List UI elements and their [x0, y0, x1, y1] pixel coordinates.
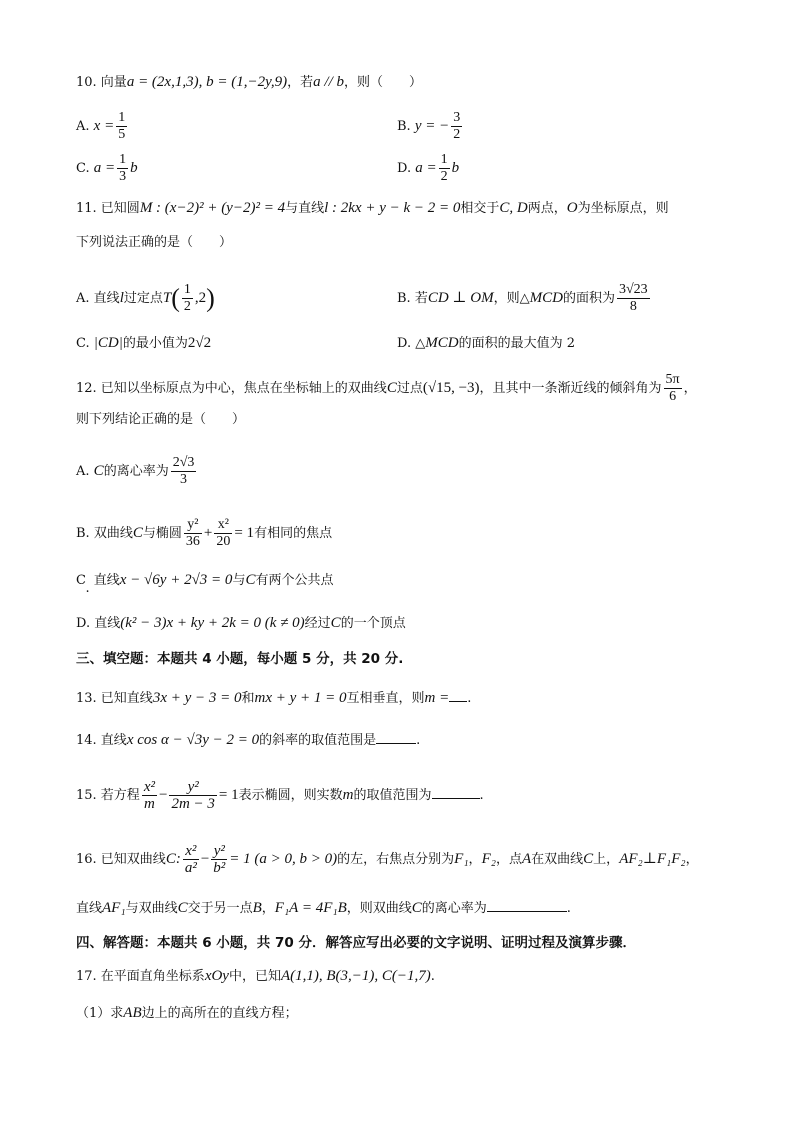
q12-option-d: D. 直线(k² − 3)x + ky + 2k = 0 (k ≠ 0)经过C的一个顶点	[76, 615, 406, 631]
q15: 15. 若方程 $\frac{\text{x²}}{m}$ − $\frac{\text{y²}}{2m - 3}$ = 1表示椭圆，则实数m的取值范围为 .	[76, 779, 484, 812]
q12-stem-line2: 则下列结论正确的是（ ）	[76, 412, 246, 427]
q17: 17. 在平面直角坐标系xOy中，已知A(1,1), B(3,−1), C(−1,7).	[76, 968, 435, 984]
section-fill-in-heading: 三、填空题：本题共 4 小题，每小题 5 分，共 20 分.	[76, 651, 404, 667]
q11-stem: 11. 已知圆M : (x−2)² + (y−2)² = 4与直线l : 2kx + y − k − 2 = 0相交于C, D两点，O为坐标原点，则	[76, 200, 669, 216]
q17-part1: （1）求AB边上的高所在的直线方程；	[76, 1005, 298, 1021]
q13: 13. 已知直线3x + y − 3 = 0和mx + y + 1 = 0互相垂直，则m = .	[76, 687, 471, 709]
q16-line1: 16. 已知双曲线C: $\frac{\text{x²}}{\text{a²}}$ − $\frac{\text{y²}}{\text{b²}}$ = 1 (a > 0, b > 0)的左，右焦点分别为F₁，F₂，点A在双曲线C上，AF₂⊥F₁F₂，	[76, 843, 699, 876]
q16-line2: 直线AF₁与双曲线C交于另一点B，F₁A = 4F₁B，则双曲线C的离心率为 .	[76, 897, 571, 919]
q11-option-a: A. 直线l过定点T( $\frac{1}{2}$ ,2)	[76, 282, 215, 314]
q10-condition: a // b	[313, 74, 345, 90]
q10-option-a: A. x = $\frac{1}{5}$	[76, 110, 126, 142]
q14: 14. 直线x cos α − √3y − 2 = 0的斜率的取值范围是 .	[76, 729, 420, 751]
q12-option-a: A. C的离心率为 $\frac{2√3}{3}$	[76, 455, 195, 487]
q11-option-c: C. |CD|的最小值为2√2	[76, 335, 212, 351]
q10-stem: 10. 向量a = (2x,1,3), b = (1,−2y,9)，若a // b，则（ ）	[76, 74, 423, 90]
q10-option-d: D. a = $\frac{1}{2}$ b	[397, 152, 460, 184]
q11-stem-line2: 下列说法正确的是（ ）	[76, 235, 233, 250]
q11-option-d: D. △MCD的面积的最大值为 2	[397, 335, 575, 351]
q15-answer-blank	[432, 784, 480, 799]
q10-option-b: B. y = − $\frac{3}{2}$	[397, 110, 461, 142]
q12-stem: 12. 已知以坐标原点为中心，焦点在坐标轴上的双曲线C过点(√15, −3)，且其中一条渐近线的倾斜角为 $\frac{5\pi}{6}$ ，	[76, 372, 697, 404]
q16-answer-blank	[487, 897, 567, 912]
q13-answer-blank	[449, 687, 467, 702]
section-solutions-heading: 四、解答题：本题共 6 小题，共 70 分．解答应写出必要的文字说明、证明过程及演算步骤．	[76, 935, 636, 951]
q14-answer-blank	[376, 729, 416, 744]
q10-vectors: a = (2x,1,3), b = (1,−2y,9)	[126, 74, 288, 90]
q12-option-b: B. 双曲线C与椭圆 $\frac{\text{y²}}{36}$ + $\frac{\text{x²}}{20}$ = 1有相同的焦点	[76, 517, 333, 549]
q11-option-b: B. 若CD ⊥ OM，则△MCD的面积为 $\frac{3√23}{8}$	[397, 282, 648, 314]
q12-option-c: C. 直线x − √6y + 2√3 = 0与C有两个公共点	[76, 572, 334, 596]
q10-option-c: C. a = $\frac{1}{3}$ b	[76, 152, 138, 184]
